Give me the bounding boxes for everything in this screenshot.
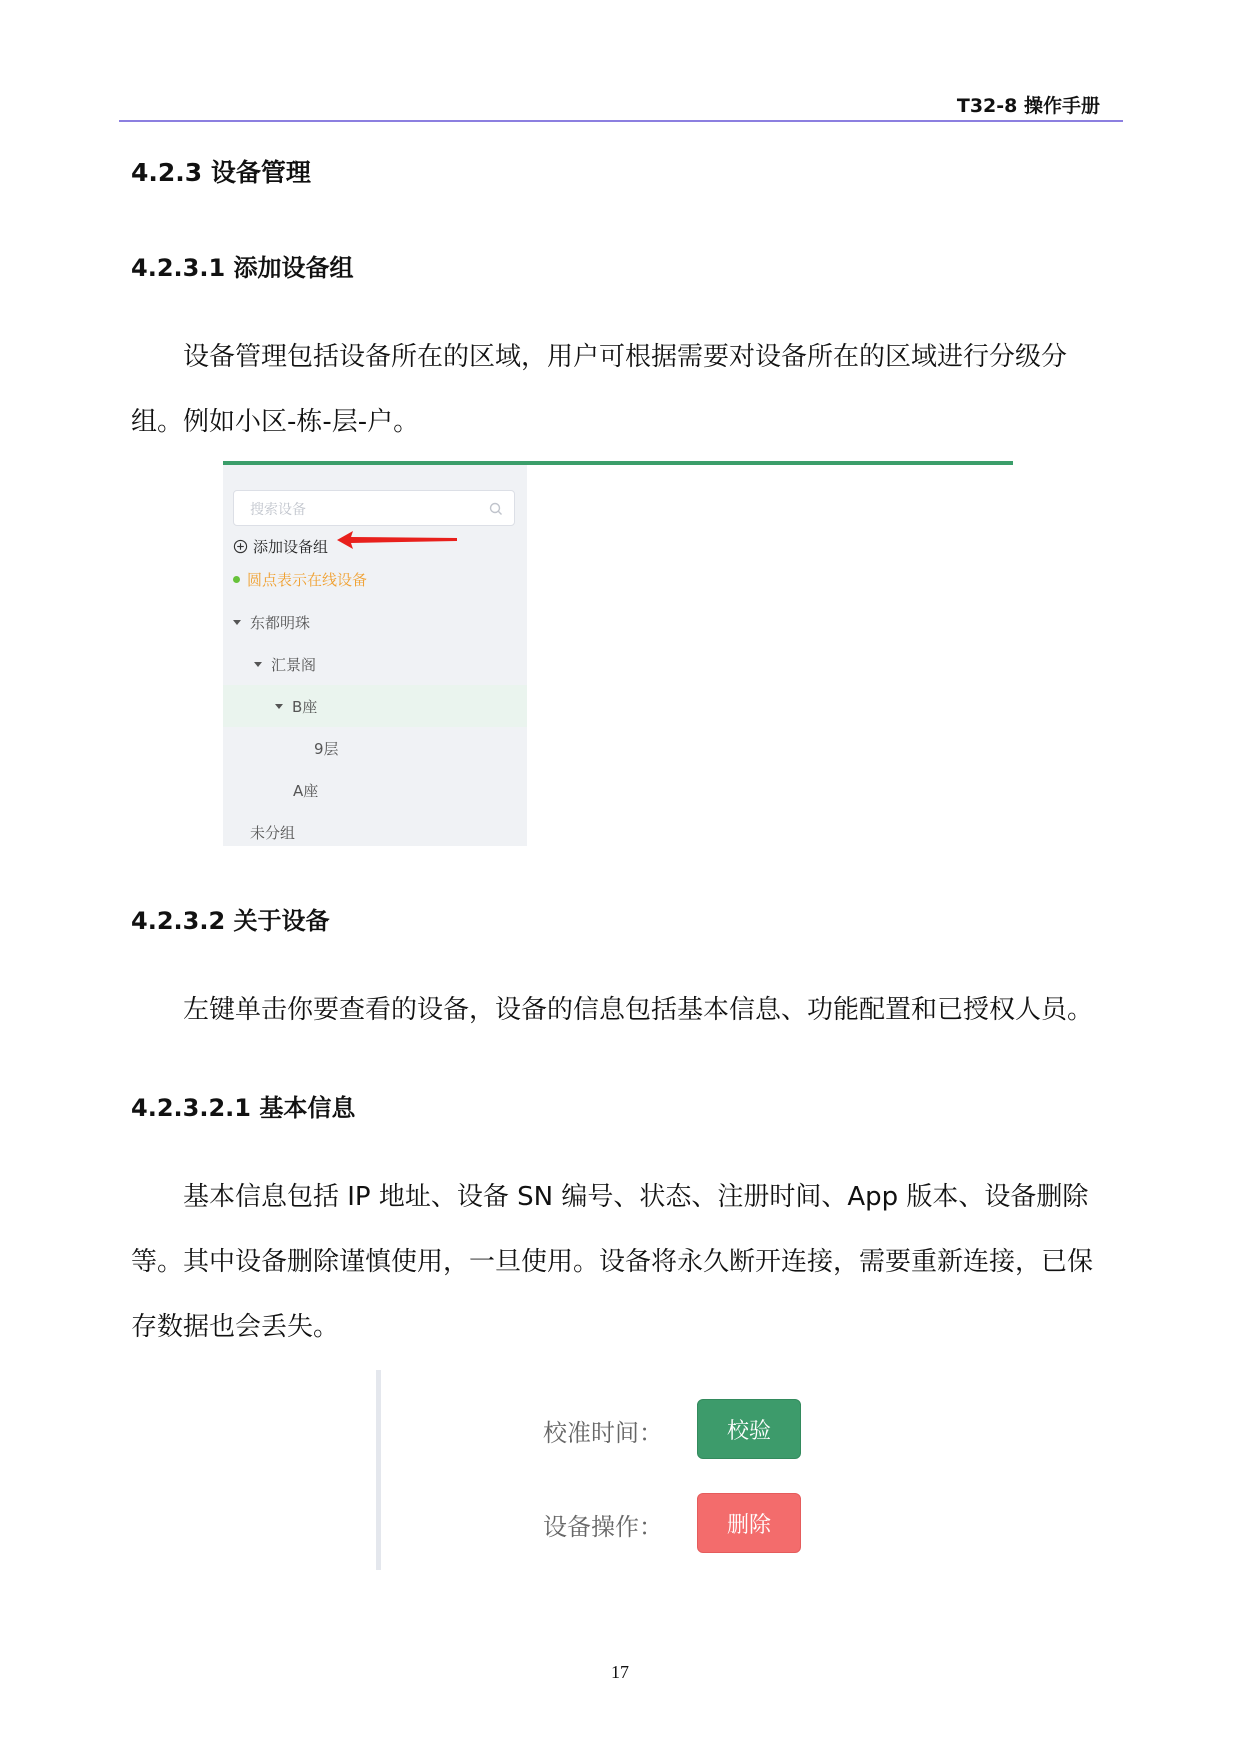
search-icon	[488, 501, 504, 517]
tree-node[interactable]	[223, 643, 527, 685]
device-operation-label: 设备操作：	[543, 1513, 663, 1541]
caret-down-icon	[275, 702, 283, 710]
tree-node-selected[interactable]	[223, 685, 527, 727]
caret-down-icon	[254, 660, 262, 668]
left-divider	[376, 1370, 381, 1570]
section-heading-4-2-3: 4.2.3 设备管理	[131, 158, 311, 187]
paragraph-device-management: 设备管理包括设备所在的区域，用户可根据需要对设备所在的区域进行分级分组。例如小区-栋-层-户。	[131, 342, 1068, 437]
device-tree-screenshot	[223, 461, 1013, 846]
tree-node-label: 汇景阁	[271, 655, 317, 674]
page-number: 17	[611, 1662, 629, 1682]
tree-node-label: 东都明珠	[250, 613, 311, 632]
tree-node[interactable]	[223, 601, 527, 643]
device-actions-screenshot	[376, 1370, 846, 1570]
online-legend	[233, 569, 367, 590]
delete-button[interactable]: 删除	[697, 1493, 801, 1553]
tree-node-label: A座	[293, 781, 319, 800]
calibrate-time-label: 校准时间：	[543, 1419, 663, 1447]
calibrate-button[interactable]: 校验	[697, 1399, 801, 1459]
tree-node-label: B座	[292, 697, 318, 716]
device-tree-panel	[223, 465, 527, 846]
header-rule	[119, 120, 1123, 122]
paragraph-basic-info: 基本信息包括 IP 地址、设备 SN 编号、状态、注册时间、App 版本、设备删除等。其中设备删除谨慎使用，一旦使用。设备将永久断开连接，需要重新连接，已保存数据也会丢失。	[131, 1182, 1094, 1342]
red-arrow-annotation	[337, 529, 457, 551]
tree-node[interactable]	[223, 811, 527, 853]
online-dot-icon	[233, 576, 240, 583]
section-heading-4-2-3-2: 4.2.3.2 关于设备	[131, 907, 330, 935]
header-title: T32-8 操作手册	[956, 95, 1100, 117]
tree-node-label: 9层	[314, 739, 339, 758]
tree-node-label: 未分组	[250, 823, 296, 842]
caret-down-icon	[233, 618, 241, 626]
search-placeholder: 搜索设备	[250, 502, 306, 518]
tree-node[interactable]	[223, 769, 527, 811]
tree-node[interactable]	[223, 727, 527, 769]
section-heading-4-2-3-1: 4.2.3.1 添加设备组	[131, 254, 354, 282]
add-device-group-label: 添加设备组	[253, 537, 329, 556]
add-device-group-button[interactable]	[233, 535, 328, 557]
search-input[interactable]	[233, 490, 515, 526]
paragraph-about-device: 左键单击你要查看的设备，设备的信息包括基本信息、功能配置和已授权人员。	[183, 995, 1094, 1025]
online-legend-label: 圆点表示在线设备	[247, 571, 368, 589]
section-heading-4-2-3-2-1: 4.2.3.2.1 基本信息	[131, 1094, 356, 1122]
plus-circle-icon	[233, 539, 248, 554]
